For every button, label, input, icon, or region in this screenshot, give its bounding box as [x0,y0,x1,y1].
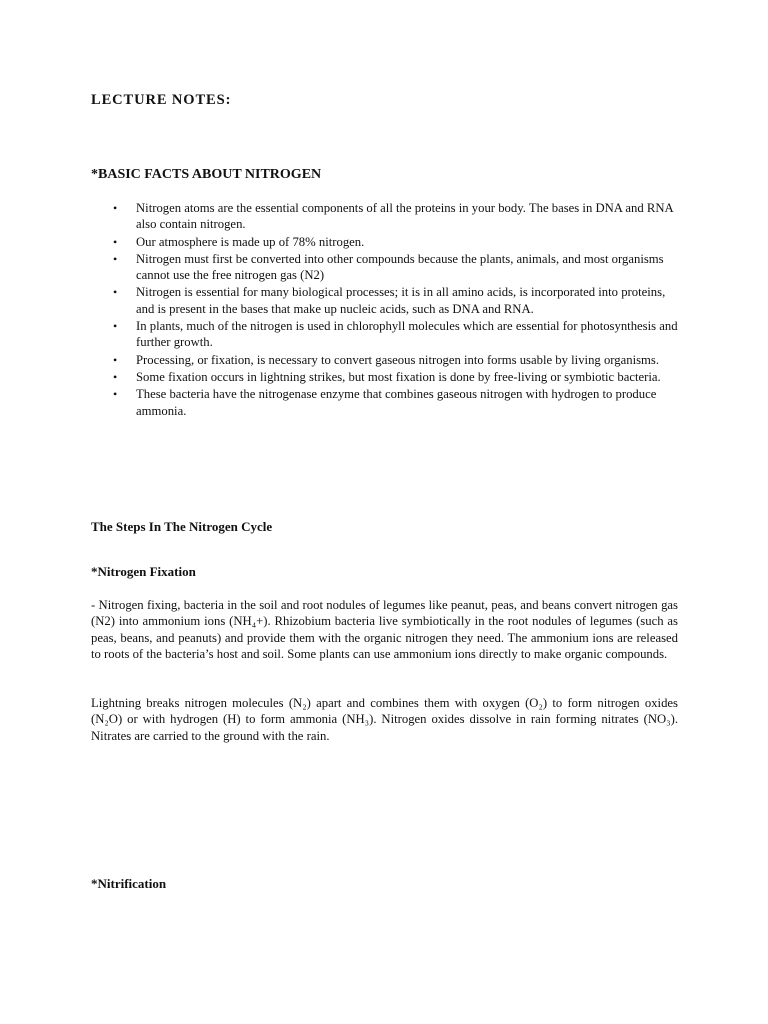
nitrification-heading: *Nitrification [91,876,167,891]
bullet-icon: • [113,251,118,266]
fixation-heading: *Nitrogen Fixation [91,564,196,579]
list-item-text: Nitrogen atoms are the essential components of all the proteins in your body. The bases in DNA and RNA also contain nitrogen. [136,201,673,232]
list-item [91,369,681,385]
list-item [91,318,681,351]
list-item-text: Some fixation occurs in lightning strikes, but most fixation is done by free-living or symbiotic bacteria. [136,369,661,384]
bullet-icon: • [113,352,118,367]
lightning-paragraph: Lightning breaks nitrogen molecules (N₂) apart and combines them with oxygen (O₂) to form nitrogen oxides (N₂O) or with hydrogen (H) to form ammonia (NH₃). Nitrogen oxides dissolve in rain forming nitrates (NO₃). Nitrates are carried to the ground with the rain. [91,696,678,743]
list-item-text: Our atmosphere is made up of 78% nitrogen. [136,234,365,249]
list-item-text: Nitrogen is essential for many biological processes; it is in all amino acids, is incorporated into proteins, and is present in the bases that make up nucleic acids, such as DNA and RNA. [136,285,666,316]
basic-facts-heading: *BASIC FACTS ABOUT NITROGEN [91,167,322,182]
lecture-title: LECTURE NOTES: [91,92,232,108]
list-item [91,386,681,419]
fixation-paragraph: - Nitrogen fixing, bacteria in the soil and root nodules of legumes like peanut, peas, and beans convert nitrogen gas (N2) into ammonium ions (NH₄+). Rhizobium bacteria live symbiotically in the root nodules of legumes (such as peas, beans, and peanuts) and provide them with the organic nitrogen they need. The ammonium ions are released to roots of the bacteria’s host and soil. Some plants can use ammonium ions directly to make organic compounds. [91,598,678,661]
bullet-icon: • [113,234,118,249]
bullet-icon: • [113,285,118,300]
bullet-icon: • [113,369,118,384]
list-item [91,251,681,284]
bullet-icon: • [113,201,118,215]
list-item-text: These bacteria have the nitrogenase enzyme that combines gaseous nitrogen with hydrogen to produce ammonia. [136,387,657,418]
list-item [91,352,681,368]
steps-heading: The Steps In The Nitrogen Cycle [91,519,273,534]
bullet-icon: • [113,387,118,402]
bullet-icon: • [113,319,118,334]
list-item [91,234,681,250]
list-item-text: Nitrogen must first be converted into other compounds because the plants, animals, and most organisms cannot use the free nitrogen gas (N2) [136,251,664,283]
basic-facts-list [91,200,681,420]
list-item [91,284,681,317]
list-item-text: In plants, much of the nitrogen is used in chlorophyll molecules which are essential for photosynthesis and further growth. [136,319,678,350]
list-item-text: Processing, or fixation, is necessary to convert gaseous nitrogen into forms usable by living organisms. [136,352,660,367]
list-item [91,200,681,233]
